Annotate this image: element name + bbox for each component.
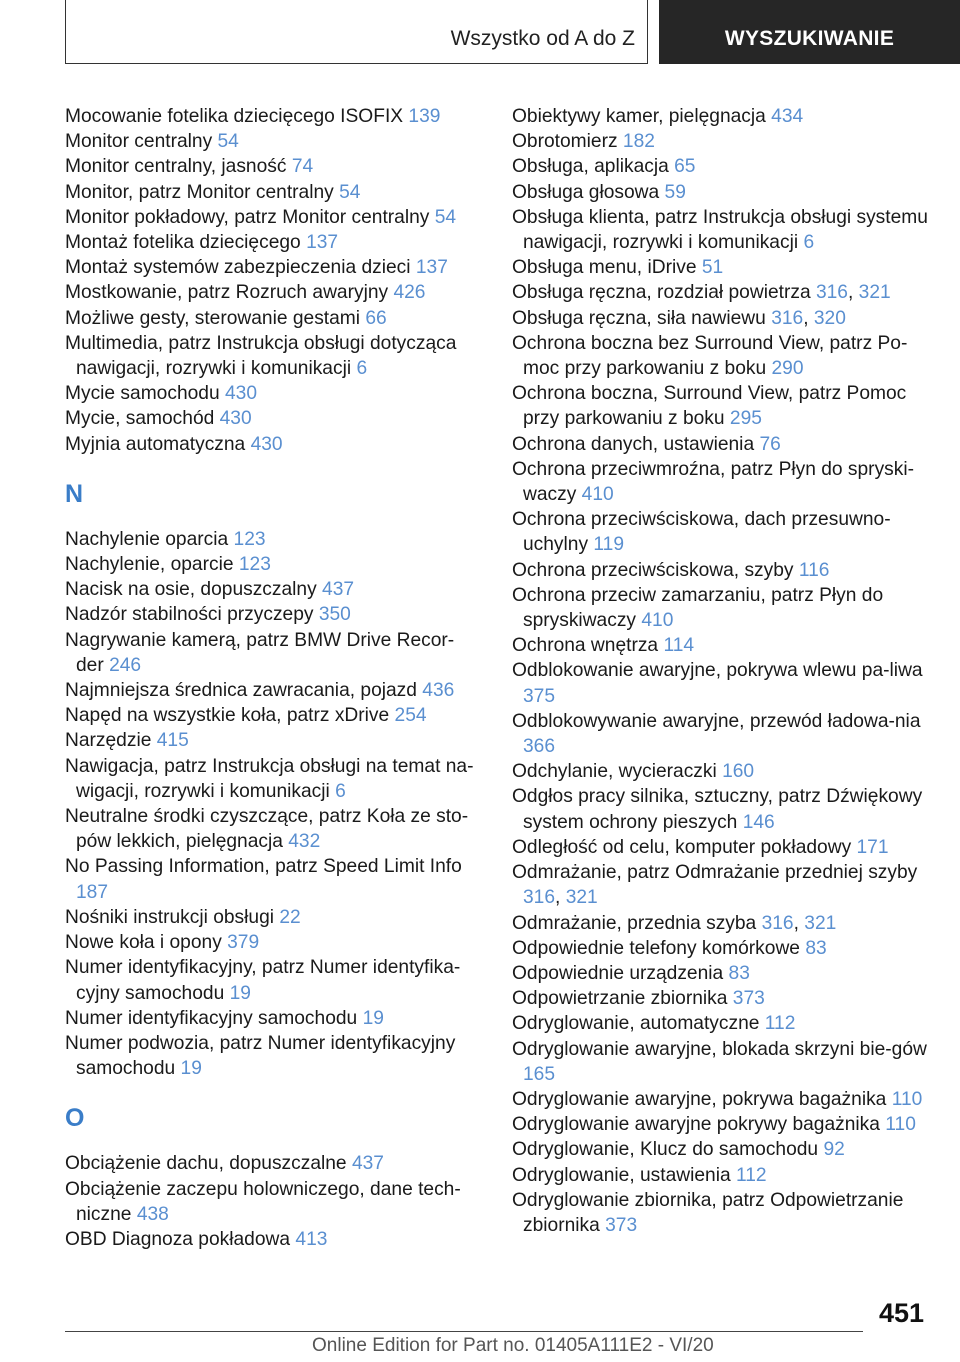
index-entry (512, 432, 932, 457)
index-term: Obiektywy kamer, pielęgnacja (512, 106, 766, 127)
index-term: Odryglowanie awaryjne, pokrywa bagażnika (512, 1088, 887, 1110)
index-entry (512, 1137, 932, 1162)
page-link[interactable]: 375 (523, 685, 556, 707)
index-term: Myjnia automatyczna (65, 433, 246, 455)
index-entry (512, 104, 932, 129)
index-term: Mycie, samochód (65, 408, 215, 430)
index-entry (512, 709, 932, 759)
index-entry (512, 154, 932, 179)
index-entry (512, 1011, 932, 1036)
index-term: Ochrona boczna, Surround View, patrz Pomoc przy parkowaniu z boku (512, 383, 907, 430)
page-link[interactable]: 434 (771, 106, 804, 127)
page-link[interactable]: 54 (339, 181, 361, 203)
index-entry (65, 306, 475, 331)
index-entry (65, 628, 475, 678)
index-term: Odpowietrzanie zbiornika (512, 988, 728, 1010)
index-entry (65, 552, 475, 577)
index-term: Ochrona wnętrza (512, 635, 659, 657)
index-term: Narzędzie (65, 730, 152, 752)
index-column-left (65, 104, 475, 1252)
index-entry (512, 658, 932, 708)
index-entry (512, 633, 932, 658)
page-link[interactable]: 92 (823, 1139, 845, 1161)
page-link[interactable]: 19 (180, 1058, 202, 1080)
index-entry (65, 1151, 475, 1176)
index-entry (512, 583, 932, 633)
index-term: Obsługa klienta, patrz Instrukcja obsługi systemu nawigacji, rozrywki i komunikacji (512, 206, 928, 254)
page-link[interactable]: 426 (393, 282, 426, 304)
index-letter-heading: N (65, 479, 84, 508)
index-letter-heading: O (65, 1104, 85, 1133)
index-entry (65, 205, 475, 230)
index-entry (65, 129, 475, 154)
index-term: Odryglowanie zbiornika, patrz Odpowietrzanie zbiornika (512, 1189, 904, 1236)
index-term: Monitor centralny (65, 131, 213, 153)
index-term: Nadzór stabilności przyczepy (65, 604, 314, 626)
index-term: Ochrona przeciw zamarzaniu, patrz Płyn do spryskiwaczy (512, 584, 884, 632)
page-link[interactable]: 290 (771, 358, 804, 380)
index-term: Odblokowywanie awaryjne, przewód ładowa-nia (512, 710, 921, 732)
index-entry (512, 558, 932, 583)
index-term: Obrotomierz (512, 131, 618, 153)
page-link[interactable]: 76 (759, 433, 781, 455)
footer-divider (65, 1331, 863, 1332)
index-entry (512, 759, 932, 784)
index-entry (512, 1112, 932, 1137)
index-term: Numer podwozia, patrz Numer identyfikacyjny samochodu (65, 1032, 456, 1080)
index-entry (512, 860, 932, 910)
index-term: Możliwe gesty, sterowanie gestami (65, 307, 361, 329)
index-entry (65, 331, 475, 381)
index-term: Nawigacja, patrz Instrukcja obsługi na temat na-wigacji, rozrywki i komunikacji (65, 755, 474, 802)
index-entry (65, 602, 475, 627)
page-link[interactable]: 432 (288, 831, 321, 853)
index-term: Odblokowanie awaryjne, pokrywa wlewu pa-liwa (512, 660, 923, 682)
index-entry (65, 527, 475, 552)
search-tab-label: WYSZUKIWANIE (724, 27, 895, 50)
index-term: Nagrywanie kamerą, patrz BMW Drive Recor-der (65, 629, 455, 676)
page-link[interactable]: 119 (593, 534, 624, 556)
index-entry (65, 955, 475, 1005)
page-link[interactable]: 246 (109, 654, 142, 676)
index-term: Ochrona przeciwściskowa, dach przesuwno-uchylny (512, 509, 891, 556)
page-link[interactable]: 123 (238, 554, 271, 576)
page-link[interactable]: 373 (605, 1214, 638, 1236)
page-link[interactable]: 321 (858, 282, 891, 304)
page-separator: , (555, 887, 561, 909)
index-term: Mycie samochodu (65, 383, 220, 405)
index-entry (65, 905, 475, 930)
page-link[interactable]: 112 (764, 1013, 796, 1035)
index-term: Monitor, patrz Monitor centralny (65, 181, 334, 203)
index-term: Numer identyfikacyjny, patrz Numer identyfika-cyjny samochodu (65, 957, 461, 1004)
page-link[interactable]: 254 (394, 705, 427, 727)
index-term: Obciążenie dachu, dopuszczalne (65, 1153, 347, 1175)
page-link[interactable]: 182 (622, 131, 655, 153)
index-term: Multimedia, patrz Instrukcja obsługi dotycząca nawigacji, rozrywki i komunikacji (65, 332, 457, 380)
index-term: Odryglowanie awaryjne, blokada skrzyni bie-gów (512, 1038, 927, 1060)
index-term: Monitor pokładowy, patrz Monitor centralny (65, 206, 430, 228)
page-link[interactable]: 123 (233, 528, 266, 550)
index-entry (512, 180, 932, 205)
page-link[interactable]: 139 (408, 106, 441, 127)
index-entry (65, 804, 475, 854)
page-link[interactable]: 54 (434, 206, 457, 228)
page-link[interactable]: 171 (856, 836, 889, 858)
index-entry (512, 306, 932, 331)
index-entry (512, 835, 932, 860)
index-term: Mocowanie fotelika dziecięcego ISOFIX (65, 106, 404, 127)
page-link[interactable]: 320 (813, 307, 846, 329)
index-entry (512, 457, 932, 507)
index-term: Nacisk na osie, dopuszczalny (65, 579, 317, 601)
page-link[interactable]: 438 (136, 1203, 169, 1225)
index-entry (512, 280, 932, 305)
page-link[interactable]: 410 (581, 484, 614, 506)
index-entry (65, 728, 475, 753)
index-entry (65, 854, 475, 904)
index-entry (65, 930, 475, 955)
index-term: Nachylenie, oparcie (65, 554, 234, 576)
page-link[interactable]: 316 (815, 282, 848, 304)
page-link[interactable]: 6 (335, 780, 346, 802)
index-term: Odmrażanie, patrz Odmrażanie przedniej szyby (512, 862, 918, 884)
index-entry (512, 911, 932, 936)
index-entry (65, 154, 475, 179)
page-link[interactable]: 437 (322, 579, 355, 601)
index-term: Ochrona boczna bez Surround View, patrz Po-moc przy parkowaniu z boku (512, 332, 908, 380)
page-separator: , (793, 912, 799, 934)
page-link[interactable]: 430 (224, 383, 257, 405)
index-term: Najmniejsza średnica zawracania, pojazd (65, 680, 417, 702)
index-term: Odległość od celu, komputer pokładowy (512, 836, 852, 858)
page-link[interactable]: 413 (295, 1228, 328, 1250)
page-link[interactable]: 22 (279, 906, 301, 928)
index-term: Ochrona danych, ustawienia (512, 433, 755, 455)
page-link[interactable]: 137 (306, 232, 339, 254)
index-term: Montaż fotelika dziecięcego (65, 232, 301, 254)
page-link[interactable]: 437 (351, 1153, 384, 1175)
index-entry (512, 936, 932, 961)
index-entry (65, 1006, 475, 1031)
page-link[interactable]: 51 (701, 257, 724, 279)
index-entry (512, 255, 932, 280)
index-term: Odpowiednie urządzenia (512, 962, 724, 984)
page-link[interactable]: 430 (219, 408, 252, 430)
index-term: Odgłos pracy silnika, sztuczny, patrz Dźwiękowy system ochrony pieszych (512, 786, 923, 833)
index-term: Odmrażanie, przednia szyba (512, 912, 757, 934)
index-term: Odchylanie, wycieraczki (512, 761, 717, 783)
index-entry (512, 381, 932, 431)
page-link[interactable]: 165 (523, 1063, 556, 1085)
index-entry (512, 986, 932, 1011)
index-entry (65, 678, 475, 703)
page-link[interactable]: 110 (885, 1114, 916, 1136)
index-term: Ochrona przeciwmroźna, patrz Płyn do spryski-waczy (512, 458, 915, 506)
index-term: Numer identyfikacyjny samochodu (65, 1007, 358, 1029)
page-link[interactable]: 83 (805, 937, 827, 959)
page-link[interactable]: 114 (663, 635, 695, 657)
index-term: OBD Diagnoza pokładowa (65, 1228, 291, 1250)
index-entry (65, 432, 475, 457)
page-link[interactable]: 295 (729, 408, 762, 430)
page-link[interactable]: 316 (523, 887, 556, 909)
index-entry (65, 754, 475, 804)
index-term: Obsługa głosowa (512, 181, 660, 203)
index-entry (65, 280, 475, 305)
page-header (0, 0, 960, 66)
footer-edition: Online Edition for Part no. 01405A111E2 - VI/20 (312, 1335, 714, 1356)
index-entry (512, 1163, 932, 1188)
index-term: Neutralne środki czyszczące, patrz Koła ze sto-pów lekkich, pielęgnacja (65, 806, 469, 853)
index-term: Obsługa ręczna, rozdział powietrza (512, 282, 811, 304)
page-link[interactable]: 59 (664, 181, 686, 203)
index-term: Obsługa ręczna, siła nawiewu (512, 307, 766, 329)
page-link[interactable]: 137 (415, 257, 448, 279)
section-tab-label: Wszystko od A do Z (450, 27, 635, 50)
index-entry (512, 1037, 932, 1087)
page-link[interactable]: 321 (565, 887, 598, 909)
index-entry (65, 104, 475, 129)
index-entry (65, 230, 475, 255)
page-link[interactable]: 316 (761, 912, 794, 934)
page-link[interactable]: 65 (674, 156, 696, 178)
search-tab[interactable] (659, 0, 960, 64)
index-entry (65, 381, 475, 406)
page-separator: , (803, 307, 809, 329)
index-entry (512, 1087, 932, 1112)
index-term: Odpowiednie telefony komórkowe (512, 937, 800, 959)
index-term: Ochrona przeciwściskowa, szyby (512, 559, 794, 581)
page-link[interactable]: 350 (318, 604, 351, 626)
index-term: Odryglowanie, Klucz do samochodu (512, 1139, 819, 1161)
page-link[interactable]: 110 (891, 1088, 923, 1110)
index-term: Nachylenie oparcia (65, 528, 229, 550)
page-link[interactable]: 187 (76, 881, 109, 903)
page-link[interactable]: 19 (229, 982, 251, 1004)
index-entry (65, 1227, 475, 1252)
index-entry (512, 1188, 932, 1238)
page-link[interactable]: 430 (250, 433, 283, 455)
index-term: Obsługa, aplikacja (512, 156, 669, 178)
page-link[interactable]: 146 (742, 811, 775, 833)
index-term: Nośniki instrukcji obsługi (65, 906, 275, 928)
page-link[interactable]: 74 (291, 156, 314, 178)
index-entry (512, 507, 932, 557)
index-entry (512, 331, 932, 381)
page-number: 451 (878, 1298, 924, 1328)
page-link[interactable]: 379 (227, 932, 260, 954)
page-link[interactable]: 415 (156, 730, 189, 752)
index-term: Nowe koła i opony (65, 932, 222, 954)
index-entry (65, 255, 475, 280)
section-tab-a-to-z[interactable] (65, 0, 648, 64)
index-entry (512, 961, 932, 986)
page-link[interactable]: 66 (365, 307, 387, 329)
page-link[interactable]: 410 (641, 610, 674, 632)
index-entry (65, 577, 475, 602)
index-entry (512, 205, 932, 255)
index-term: Monitor centralny, jasność (65, 156, 287, 178)
page-link[interactable]: 116 (798, 559, 830, 581)
page-link[interactable]: 83 (728, 962, 750, 984)
index-term: No Passing Information, patrz Speed Limit Info (65, 856, 462, 878)
page-link[interactable]: 373 (732, 988, 765, 1010)
index-entry (65, 1177, 475, 1227)
index-term: Odryglowanie, ustawienia (512, 1164, 731, 1186)
page-link[interactable]: 366 (523, 736, 556, 758)
page-link[interactable]: 316 (771, 307, 804, 329)
page-link[interactable]: 54 (217, 131, 239, 153)
page-link[interactable]: 19 (362, 1007, 384, 1029)
index-entry (65, 1031, 475, 1081)
index-entry (512, 784, 932, 834)
index-term: Mostkowanie, patrz Rozruch awaryjny (65, 282, 389, 304)
page-link[interactable]: 321 (804, 912, 837, 934)
index-term: Obsługa menu, iDrive (512, 257, 697, 279)
page-link[interactable]: 160 (722, 761, 755, 783)
index-column-right (512, 104, 932, 1238)
page-link[interactable]: 6 (356, 358, 368, 380)
page-link[interactable]: 436 (422, 680, 455, 702)
index-term: Obciążenie zaczepu holowniczego, dane tech-niczne (65, 1178, 461, 1225)
page-separator: , (847, 282, 854, 304)
page-link[interactable]: 6 (803, 232, 815, 254)
page-link[interactable]: 112 (736, 1164, 767, 1186)
index-term: Napęd na wszystkie koła, patrz xDrive (65, 705, 390, 727)
index-entry (65, 180, 475, 205)
index-term: Odryglowanie, automatyczne (512, 1013, 760, 1035)
index-entry (65, 406, 475, 431)
index-entry (65, 703, 475, 728)
index-term: Montaż systemów zabezpieczenia dzieci (65, 257, 411, 279)
index-entry (512, 129, 932, 154)
index-term: Odryglowanie awaryjne pokrywy bagażnika (512, 1114, 880, 1136)
